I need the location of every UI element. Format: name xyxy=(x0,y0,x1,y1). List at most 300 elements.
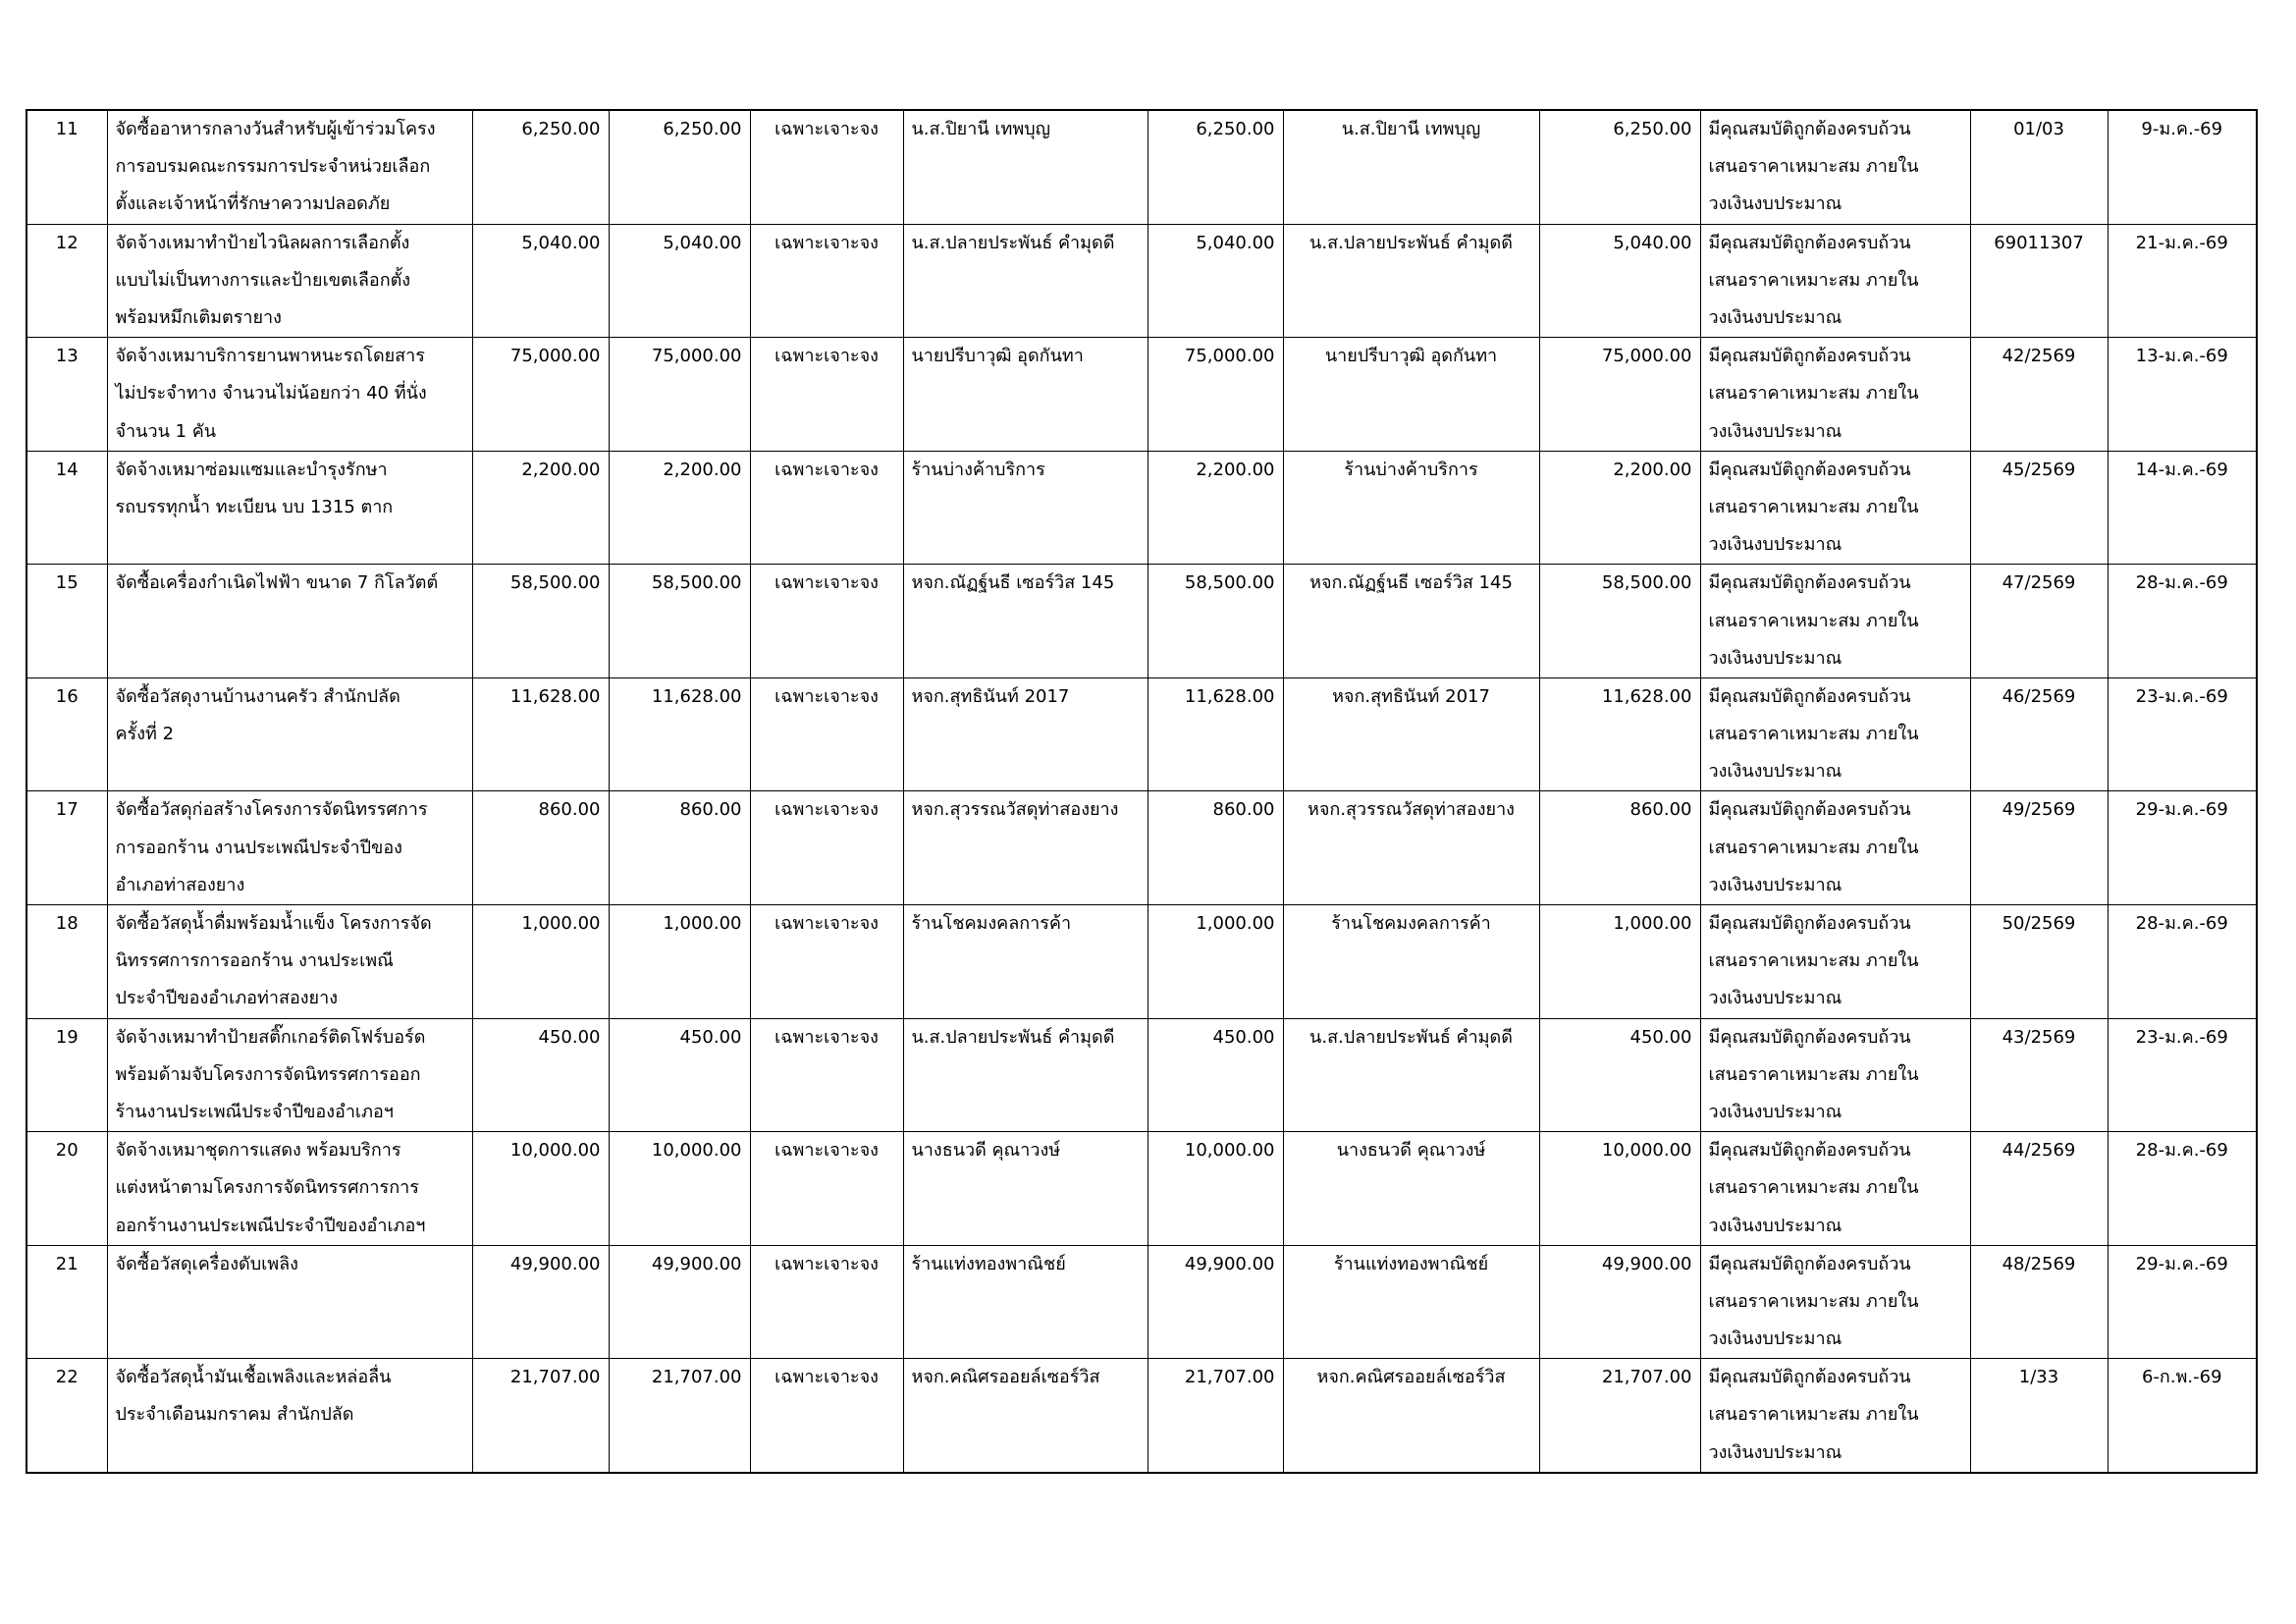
selection-reason: เสนอราคาเหมาะสม ภายใน xyxy=(1700,1056,1970,1094)
contract-date: 23-ม.ค.-69 xyxy=(2108,1018,2257,1056)
bid-price: 2,200.00 xyxy=(1148,451,1283,489)
item-description: จัดซื้ออาหารกลางวันสำหรับผู้เข้าร่วมโครง xyxy=(107,110,472,148)
winning-price xyxy=(1539,867,1700,905)
item-number xyxy=(27,716,107,753)
budget-amount xyxy=(472,489,609,526)
winner-name xyxy=(1283,262,1539,299)
contract-reference: 47/2569 xyxy=(1970,565,2108,603)
selection-reason: มีคุณสมบัติถูกต้องครบถ้วน xyxy=(1700,1245,1970,1283)
contract-reference xyxy=(1970,148,2108,186)
budget-amount: 5,040.00 xyxy=(472,224,609,262)
bidder-name: ร้านแท่งทองพาณิชย์ xyxy=(903,1245,1148,1283)
item-number xyxy=(27,640,107,678)
contract-reference xyxy=(1970,980,2108,1018)
contract-date xyxy=(2108,1094,2257,1132)
contract-reference xyxy=(1970,602,2108,639)
contract-reference: 1/33 xyxy=(1970,1359,2108,1397)
item-description: ไม่ประจำทาง จำนวนไม่น้อยกว่า 40 ที่นั่ง xyxy=(107,375,472,412)
item-number xyxy=(27,1283,107,1321)
selection-reason: มีคุณสมบัติถูกต้องครบถ้วน xyxy=(1700,1132,1970,1170)
bidder-name xyxy=(903,1056,1148,1094)
budget-amount xyxy=(472,1283,609,1321)
table-row xyxy=(27,1283,2257,1321)
median-price: 11,628.00 xyxy=(609,677,750,716)
item-description: จัดจ้างเหมาชุดการแสดง พร้อมบริการ xyxy=(107,1132,472,1170)
winning-price xyxy=(1539,1094,1700,1132)
bid-price: 21,707.00 xyxy=(1148,1359,1283,1397)
procurement-method xyxy=(750,1283,903,1321)
selection-reason: มีคุณสมบัติถูกต้องครบถ้วน xyxy=(1700,451,1970,489)
selection-reason: เสนอราคาเหมาะสม ภายใน xyxy=(1700,602,1970,639)
bid-price: 6,250.00 xyxy=(1148,110,1283,148)
contract-date xyxy=(2108,943,2257,980)
bid-price xyxy=(1148,1435,1283,1473)
bid-price: 49,900.00 xyxy=(1148,1245,1283,1283)
procurement-method: เฉพาะเจาะจง xyxy=(750,224,903,262)
contract-date: 6-ก.พ.-69 xyxy=(2108,1359,2257,1397)
median-price xyxy=(609,753,750,791)
median-price: 450.00 xyxy=(609,1018,750,1056)
winning-price: 2,200.00 xyxy=(1539,451,1700,489)
budget-amount xyxy=(472,413,609,452)
table-row xyxy=(27,565,2257,603)
contract-date xyxy=(2108,602,2257,639)
procurement-method: เฉพาะเจาะจง xyxy=(750,565,903,603)
selection-reason: วงเงินงบประมาณ xyxy=(1700,186,1970,224)
winning-price: 450.00 xyxy=(1539,1018,1700,1056)
bid-price: 10,000.00 xyxy=(1148,1132,1283,1170)
table-row xyxy=(27,526,2257,565)
median-price xyxy=(609,1396,750,1434)
winning-price xyxy=(1539,980,1700,1018)
item-description: อำเภอท่าสองยาง xyxy=(107,867,472,905)
winner-name xyxy=(1283,1321,1539,1359)
contract-reference: 45/2569 xyxy=(1970,451,2108,489)
winning-price xyxy=(1539,1283,1700,1321)
contract-date xyxy=(2108,640,2257,678)
item-number: 16 xyxy=(27,677,107,716)
bidder-name: ร้านโชคมงคลการค้า xyxy=(903,904,1148,943)
contract-date: 9-ม.ค.-69 xyxy=(2108,110,2257,148)
procurement-table xyxy=(26,109,2258,1474)
bid-price: 58,500.00 xyxy=(1148,565,1283,603)
contract-date xyxy=(2108,753,2257,791)
winning-price xyxy=(1539,1207,1700,1245)
procurement-method xyxy=(750,186,903,224)
winning-price xyxy=(1539,602,1700,639)
contract-reference xyxy=(1970,716,2108,753)
budget-amount xyxy=(472,830,609,867)
table-row xyxy=(27,980,2257,1018)
procurement-method: เฉพาะเจาะจง xyxy=(750,110,903,148)
selection-reason: เสนอราคาเหมาะสม ภายใน xyxy=(1700,830,1970,867)
table-row xyxy=(27,338,2257,376)
median-price xyxy=(609,602,750,639)
selection-reason: มีคุณสมบัติถูกต้องครบถ้วน xyxy=(1700,677,1970,716)
winner-name: หจก.สุวรรณวัสดุท่าสองยาง xyxy=(1283,791,1539,830)
item-number xyxy=(27,830,107,867)
contract-date xyxy=(2108,489,2257,526)
budget-amount: 75,000.00 xyxy=(472,338,609,376)
bid-price xyxy=(1148,1321,1283,1359)
selection-reason: วงเงินงบประมาณ xyxy=(1700,867,1970,905)
contract-date xyxy=(2108,1435,2257,1473)
item-number xyxy=(27,526,107,565)
contract-reference xyxy=(1970,943,2108,980)
procurement-method: เฉพาะเจาะจง xyxy=(750,1132,903,1170)
item-number: 17 xyxy=(27,791,107,830)
selection-reason: วงเงินงบประมาณ xyxy=(1700,299,1970,338)
median-price xyxy=(609,413,750,452)
bidder-name: น.ส.ปลายประพันธ์ คำมุดดี xyxy=(903,224,1148,262)
winning-price xyxy=(1539,640,1700,678)
procurement-method xyxy=(750,753,903,791)
item-number xyxy=(27,413,107,452)
winner-name xyxy=(1283,943,1539,980)
winning-price xyxy=(1539,1435,1700,1473)
item-number xyxy=(27,943,107,980)
budget-amount xyxy=(472,716,609,753)
item-number xyxy=(27,186,107,224)
procurement-method xyxy=(750,526,903,565)
contract-reference xyxy=(1970,526,2108,565)
bid-price xyxy=(1148,640,1283,678)
table-row xyxy=(27,1132,2257,1170)
item-number: 19 xyxy=(27,1018,107,1056)
median-price: 49,900.00 xyxy=(609,1245,750,1283)
median-price: 21,707.00 xyxy=(609,1359,750,1397)
item-description: จัดซื้อวัสดุงานบ้านงานครัว สำนักปลัด xyxy=(107,677,472,716)
table-row xyxy=(27,1056,2257,1094)
budget-amount xyxy=(472,1207,609,1245)
median-price xyxy=(609,262,750,299)
item-description: จัดจ้างเหมาซ่อมแซมและบำรุงรักษา xyxy=(107,451,472,489)
procurement-method xyxy=(750,830,903,867)
budget-amount xyxy=(472,867,609,905)
contract-date xyxy=(2108,526,2257,565)
procurement-method: เฉพาะเจาะจง xyxy=(750,791,903,830)
budget-amount xyxy=(472,753,609,791)
bidder-name xyxy=(903,867,1148,905)
contract-date xyxy=(2108,262,2257,299)
item-description: นิทรรศการการออกร้าน งานประเพณี xyxy=(107,943,472,980)
contract-reference: 44/2569 xyxy=(1970,1132,2108,1170)
winning-price xyxy=(1539,943,1700,980)
item-description: พร้อมด้ามจับโครงการจัดนิทรรศการออก xyxy=(107,1056,472,1094)
winning-price xyxy=(1539,299,1700,338)
table-row xyxy=(27,110,2257,148)
winner-name: หจก.ณัฏฐ์นธี เซอร์วิส 145 xyxy=(1283,565,1539,603)
item-description: จำนวน 1 คัน xyxy=(107,413,472,452)
bid-price: 5,040.00 xyxy=(1148,224,1283,262)
selection-reason: วงเงินงบประมาณ xyxy=(1700,640,1970,678)
winner-name xyxy=(1283,526,1539,565)
contract-date: 23-ม.ค.-69 xyxy=(2108,677,2257,716)
item-description: แต่งหน้าตามโครงการจัดนิทรรศการการ xyxy=(107,1169,472,1207)
item-description xyxy=(107,753,472,791)
procurement-method xyxy=(750,640,903,678)
table-row xyxy=(27,753,2257,791)
item-description: ครั้งที่ 2 xyxy=(107,716,472,753)
winning-price: 5,040.00 xyxy=(1539,224,1700,262)
bid-price: 860.00 xyxy=(1148,791,1283,830)
table-row xyxy=(27,299,2257,338)
selection-reason: วงเงินงบประมาณ xyxy=(1700,1094,1970,1132)
contract-date xyxy=(2108,1056,2257,1094)
item-description xyxy=(107,602,472,639)
winner-name: ร้านโชคมงคลการค้า xyxy=(1283,904,1539,943)
item-description: จัดซื้อวัสดุเครื่องดับเพลิง xyxy=(107,1245,472,1283)
item-number xyxy=(27,980,107,1018)
median-price: 10,000.00 xyxy=(609,1132,750,1170)
procurement-method xyxy=(750,375,903,412)
procurement-method xyxy=(750,1207,903,1245)
budget-amount xyxy=(472,943,609,980)
selection-reason: มีคุณสมบัติถูกต้องครบถ้วน xyxy=(1700,791,1970,830)
budget-amount xyxy=(472,148,609,186)
selection-reason: มีคุณสมบัติถูกต้องครบถ้วน xyxy=(1700,904,1970,943)
item-number: 14 xyxy=(27,451,107,489)
bidder-name xyxy=(903,1207,1148,1245)
winner-name xyxy=(1283,186,1539,224)
contract-reference xyxy=(1970,1283,2108,1321)
table-row xyxy=(27,413,2257,452)
contract-reference: 50/2569 xyxy=(1970,904,2108,943)
winning-price: 49,900.00 xyxy=(1539,1245,1700,1283)
item-number xyxy=(27,1396,107,1434)
bid-price xyxy=(1148,1094,1283,1132)
bid-price xyxy=(1148,753,1283,791)
contract-reference xyxy=(1970,830,2108,867)
bid-price xyxy=(1148,867,1283,905)
budget-amount xyxy=(472,186,609,224)
bidder-name: น.ส.ปิยานี เทพบุญ xyxy=(903,110,1148,148)
contract-date xyxy=(2108,716,2257,753)
winner-name xyxy=(1283,148,1539,186)
median-price xyxy=(609,1435,750,1473)
winner-name xyxy=(1283,980,1539,1018)
selection-reason: เสนอราคาเหมาะสม ภายใน xyxy=(1700,1396,1970,1434)
item-number: 12 xyxy=(27,224,107,262)
item-number: 22 xyxy=(27,1359,107,1397)
median-price xyxy=(609,1283,750,1321)
contract-reference xyxy=(1970,299,2108,338)
selection-reason: มีคุณสมบัติถูกต้องครบถ้วน xyxy=(1700,110,1970,148)
budget-amount xyxy=(472,1169,609,1207)
bidder-name xyxy=(903,1435,1148,1473)
median-price xyxy=(609,1056,750,1094)
winner-name: น.ส.ปลายประพันธ์ คำมุดดี xyxy=(1283,224,1539,262)
item-number: 18 xyxy=(27,904,107,943)
selection-reason: วงเงินงบประมาณ xyxy=(1700,413,1970,452)
procurement-method xyxy=(750,1056,903,1094)
contract-reference: 69011307 xyxy=(1970,224,2108,262)
contract-reference xyxy=(1970,1056,2108,1094)
item-description: ประจำปีของอำเภอท่าสองยาง xyxy=(107,980,472,1018)
budget-amount xyxy=(472,526,609,565)
table-row xyxy=(27,1169,2257,1207)
median-price xyxy=(609,1094,750,1132)
winning-price xyxy=(1539,375,1700,412)
item-description: จัดจ้างเหมาทำป้ายสติ๊กเกอร์ติดโฟร์บอร์ด xyxy=(107,1018,472,1056)
median-price xyxy=(609,1321,750,1359)
bid-price xyxy=(1148,943,1283,980)
winning-price: 21,707.00 xyxy=(1539,1359,1700,1397)
contract-reference xyxy=(1970,1094,2108,1132)
bidder-name xyxy=(903,186,1148,224)
winning-price xyxy=(1539,186,1700,224)
contract-reference xyxy=(1970,1321,2108,1359)
item-number xyxy=(27,1056,107,1094)
contract-reference xyxy=(1970,1396,2108,1434)
selection-reason: วงเงินงบประมาณ xyxy=(1700,753,1970,791)
bidder-name xyxy=(903,1094,1148,1132)
table-row xyxy=(27,830,2257,867)
table-row xyxy=(27,1018,2257,1056)
table-row xyxy=(27,186,2257,224)
winner-name: นายปรีบาวุฒิ อุดกันทา xyxy=(1283,338,1539,376)
item-number xyxy=(27,148,107,186)
bid-price xyxy=(1148,1396,1283,1434)
table-row xyxy=(27,1245,2257,1283)
item-number xyxy=(27,262,107,299)
contract-reference: 01/03 xyxy=(1970,110,2108,148)
winner-name xyxy=(1283,489,1539,526)
procurement-method xyxy=(750,867,903,905)
contract-reference xyxy=(1970,1207,2108,1245)
median-price xyxy=(609,1207,750,1245)
contract-reference xyxy=(1970,640,2108,678)
procurement-method xyxy=(750,980,903,1018)
winner-name xyxy=(1283,716,1539,753)
winner-name xyxy=(1283,830,1539,867)
selection-reason: เสนอราคาเหมาะสม ภายใน xyxy=(1700,943,1970,980)
selection-reason: วงเงินงบประมาณ xyxy=(1700,526,1970,565)
procurement-method xyxy=(750,716,903,753)
median-price xyxy=(609,375,750,412)
winner-name xyxy=(1283,299,1539,338)
item-number xyxy=(27,1321,107,1359)
procurement-method xyxy=(750,1435,903,1473)
bidder-name: หจก.สุวรรณวัสดุท่าสองยาง xyxy=(903,791,1148,830)
median-price: 5,040.00 xyxy=(609,224,750,262)
contract-date xyxy=(2108,1283,2257,1321)
table-row xyxy=(27,791,2257,830)
budget-amount: 2,200.00 xyxy=(472,451,609,489)
item-description xyxy=(107,1283,472,1321)
item-description: ร้านงานประเพณีประจำปีของอำเภอฯ xyxy=(107,1094,472,1132)
contract-reference xyxy=(1970,1169,2108,1207)
contract-date: 28-ม.ค.-69 xyxy=(2108,904,2257,943)
selection-reason: เสนอราคาเหมาะสม ภายใน xyxy=(1700,716,1970,753)
contract-date: 28-ม.ค.-69 xyxy=(2108,565,2257,603)
winner-name: น.ส.ปลายประพันธ์ คำมุดดี xyxy=(1283,1018,1539,1056)
item-description: จัดจ้างเหมาทำป้ายไวนิลผลการเลือกตั้ง xyxy=(107,224,472,262)
bid-price xyxy=(1148,299,1283,338)
contract-date xyxy=(2108,1207,2257,1245)
table-row xyxy=(27,1359,2257,1397)
winning-price xyxy=(1539,489,1700,526)
contract-date xyxy=(2108,186,2257,224)
winning-price: 6,250.00 xyxy=(1539,110,1700,148)
bid-price xyxy=(1148,489,1283,526)
procurement-method: เฉพาะเจาะจง xyxy=(750,677,903,716)
table-row xyxy=(27,375,2257,412)
median-price: 860.00 xyxy=(609,791,750,830)
median-price xyxy=(609,716,750,753)
budget-amount xyxy=(472,262,609,299)
winning-price xyxy=(1539,1321,1700,1359)
winning-price: 1,000.00 xyxy=(1539,904,1700,943)
winner-name xyxy=(1283,1094,1539,1132)
bid-price xyxy=(1148,716,1283,753)
table-row xyxy=(27,1321,2257,1359)
contract-date xyxy=(2108,1321,2257,1359)
contract-reference: 49/2569 xyxy=(1970,791,2108,830)
contract-reference xyxy=(1970,186,2108,224)
contract-date: 21-ม.ค.-69 xyxy=(2108,224,2257,262)
winner-name xyxy=(1283,1056,1539,1094)
item-number: 15 xyxy=(27,565,107,603)
table-row xyxy=(27,148,2257,186)
table-row xyxy=(27,489,2257,526)
item-description xyxy=(107,1321,472,1359)
budget-amount xyxy=(472,1056,609,1094)
median-price xyxy=(609,489,750,526)
bidder-name xyxy=(903,602,1148,639)
selection-reason: วงเงินงบประมาณ xyxy=(1700,980,1970,1018)
item-number: 13 xyxy=(27,338,107,376)
bidder-name: หจก.สุทธินันท์ 2017 xyxy=(903,677,1148,716)
budget-amount xyxy=(472,1396,609,1434)
item-number: 11 xyxy=(27,110,107,148)
contract-reference: 42/2569 xyxy=(1970,338,2108,376)
item-description: แบบไม่เป็นทางการและป้ายเขตเลือกตั้ง xyxy=(107,262,472,299)
selection-reason: เสนอราคาเหมาะสม ภายใน xyxy=(1700,148,1970,186)
bidder-name xyxy=(903,526,1148,565)
budget-amount: 49,900.00 xyxy=(472,1245,609,1283)
bid-price xyxy=(1148,602,1283,639)
median-price xyxy=(609,943,750,980)
bidder-name xyxy=(903,413,1148,452)
item-description: จัดจ้างเหมาบริการยานพาหนะรถโดยสาร xyxy=(107,338,472,376)
contract-reference xyxy=(1970,1435,2108,1473)
bid-price xyxy=(1148,830,1283,867)
table-row xyxy=(27,1207,2257,1245)
budget-amount: 21,707.00 xyxy=(472,1359,609,1397)
winner-name: หจก.คณิศรออยล์เซอร์วิส xyxy=(1283,1359,1539,1397)
table-row xyxy=(27,1094,2257,1132)
budget-amount xyxy=(472,602,609,639)
contract-reference xyxy=(1970,262,2108,299)
bid-price xyxy=(1148,526,1283,565)
bid-price: 75,000.00 xyxy=(1148,338,1283,376)
contract-date xyxy=(2108,299,2257,338)
table-row xyxy=(27,224,2257,262)
budget-amount: 10,000.00 xyxy=(472,1132,609,1170)
selection-reason: วงเงินงบประมาณ xyxy=(1700,1207,1970,1245)
table-row xyxy=(27,602,2257,639)
budget-amount xyxy=(472,1094,609,1132)
bid-price xyxy=(1148,148,1283,186)
winning-price: 860.00 xyxy=(1539,791,1700,830)
bid-price xyxy=(1148,1056,1283,1094)
item-description: จัดซื้อวัสดุน้ำมันเชื้อเพลิงและหล่อลื่น xyxy=(107,1359,472,1397)
item-description: พร้อมหมึกเติมตรายาง xyxy=(107,299,472,338)
winner-name xyxy=(1283,753,1539,791)
selection-reason: เสนอราคาเหมาะสม ภายใน xyxy=(1700,1169,1970,1207)
bidder-name: หจก.ณัฏฐ์นธี เซอร์วิส 145 xyxy=(903,565,1148,603)
